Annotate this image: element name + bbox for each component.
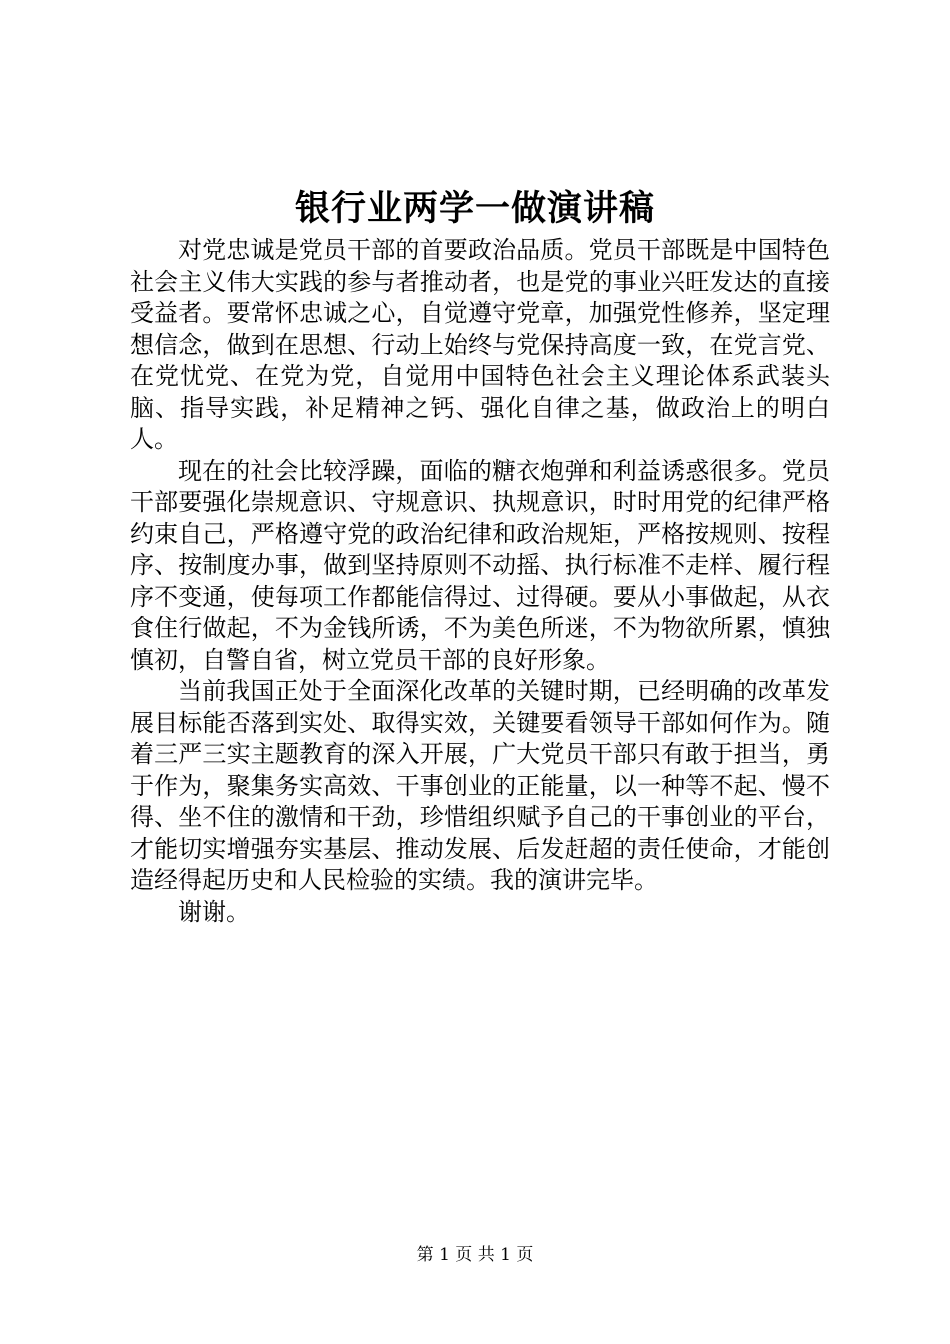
document-title: 银行业两学一做演讲稿 [294, 188, 655, 229]
paragraph-4: 谢谢。 [178, 897, 250, 926]
paragraph-3: 当前我国正处于全面深化改革的关键时期，已经明确的改革发展目标能否落到实处、取得实效，关键要看领导干部如何作为。随着三严三实主题教育的深入开展，广大党员干部只有敢于担当，勇于作为，聚集务实高效、干事创业的正能量，以一种等不起、慢不得、坐不住的激情和干劲，珍惜组织赋予自己的干事创业的平台，才能切实增强夯实基层、推动发展、后发赶超的责任使命，才能创造经得起历史和人民检验的实绩。我的演讲完毕。 [130, 677, 830, 894]
document-body [130, 235, 830, 928]
paragraph-1: 对党忠诚是党员干部的首要政治品质。党员干部既是中国特色社会主义伟大实践的参与者推动者，也是党的事业兴旺发达的直接受益者。要常怀忠诚之心，自觉遵守党章，加强党性修养，坚定理想信念，做到在思想、行动上始终与党保持高度一致，在党言党、在党忧党、在党为党，自觉用中国特色社会主义理论体系武装头脑、指导实践，补足精神之钙、强化自律之基，做政治上的明白人。 [130, 236, 830, 453]
page-footer: 第 1 页 共 1 页 [416, 1245, 534, 1265]
paragraph-2: 现在的社会比较浮躁，面临的糖衣炮弹和利益诱惑很多。党员干部要强化崇规意识、守规意识、执规意识，时时用党的纪律严格约束自己，严格遵守党的政治纪律和政治规矩，严格按规则、按程序、按制度办事，做到坚持原则不动摇、执行标准不走样、履行程序不变通，使每项工作都能信得过、过得硬。要从小事做起，从衣食住行做起，不为金钱所诱，不为美色所迷，不为物欲所累，慎独慎初，自警自省，树立党员干部的良好形象。 [130, 456, 830, 674]
